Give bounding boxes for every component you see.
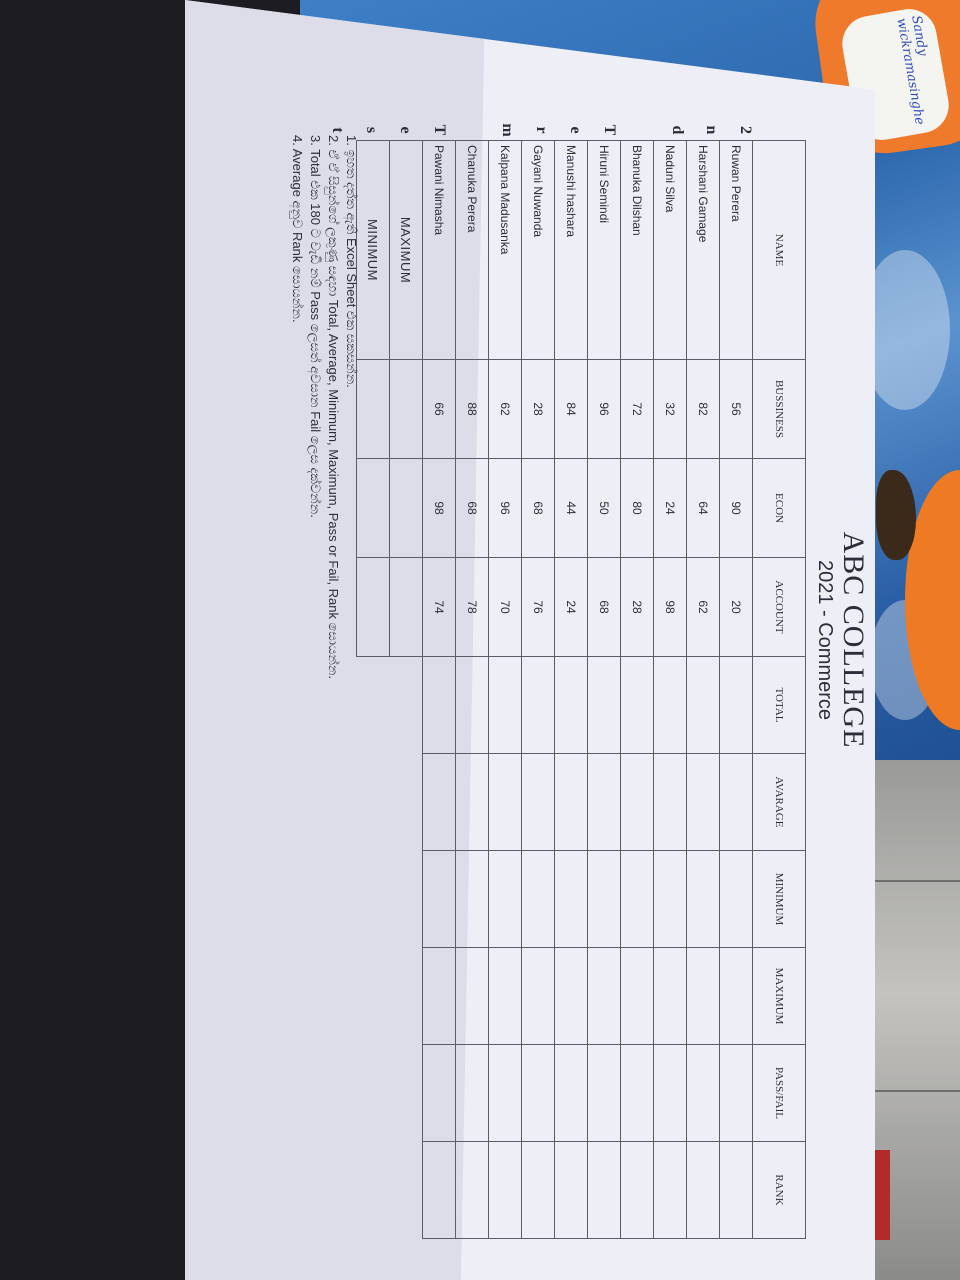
- account-mark: 74: [423, 558, 456, 657]
- empty-cell: [621, 657, 654, 754]
- account-mark: 20: [720, 558, 753, 657]
- side-label-letter: T: [431, 124, 448, 136]
- empty-cell: [456, 657, 489, 754]
- empty-cell: [489, 754, 522, 851]
- empty-cell: [687, 1045, 720, 1142]
- column-header: RANK: [753, 1142, 806, 1239]
- empty-cell: [522, 851, 555, 948]
- minimum-row: [357, 141, 390, 1239]
- empty-cell: [357, 459, 390, 558]
- econ-mark: 50: [588, 459, 621, 558]
- empty-cell: [654, 1045, 687, 1142]
- column-header: MINIMUM: [753, 851, 806, 948]
- empty-cell: [687, 657, 720, 754]
- empty-cell: [720, 948, 753, 1045]
- empty-cell: [555, 948, 588, 1045]
- empty-cell: [621, 851, 654, 948]
- student-name: Naduni Silva: [654, 141, 687, 360]
- empty-cell: [720, 754, 753, 851]
- side-label-letter: r: [533, 126, 550, 134]
- table-header-row: [753, 141, 806, 1239]
- instruction-item: 3. Total එක 180 ට වැඩි නම් Pass ලෙසත් අවසාන Fail ලෙස දක්වන්න.: [308, 135, 323, 518]
- student-name: Ruwan Perera: [720, 141, 753, 360]
- account-mark: 62: [687, 558, 720, 657]
- maximum-row: [390, 141, 423, 1239]
- student-name: Manushi hashara: [555, 141, 588, 360]
- empty-cell: [456, 851, 489, 948]
- side-label-letter: T: [601, 124, 618, 136]
- econ-mark: 98: [423, 459, 456, 558]
- empty-cell: [588, 851, 621, 948]
- business-mark: 88: [456, 360, 489, 459]
- empty-cell: [687, 851, 720, 948]
- empty-cell: [588, 1142, 621, 1239]
- empty-cell: [390, 360, 423, 459]
- table-row: [588, 141, 621, 1239]
- column-header: ECON: [753, 459, 806, 558]
- empty-cell: [522, 948, 555, 1045]
- empty-cell: [720, 1045, 753, 1142]
- side-label-letter: s: [363, 126, 380, 134]
- empty-cell: [522, 1142, 555, 1239]
- empty-cell: [687, 1142, 720, 1239]
- document-subtitle: 2021 - Commerce: [814, 559, 836, 721]
- business-mark: 82: [687, 360, 720, 459]
- student-name: Kalpana Madusanka: [489, 141, 522, 360]
- side-label-letter: e: [397, 126, 414, 134]
- empty-cell: [423, 657, 456, 754]
- account-mark: 78: [456, 558, 489, 657]
- empty-cell: [522, 657, 555, 754]
- table-row: [687, 141, 720, 1239]
- econ-mark: 24: [654, 459, 687, 558]
- econ-mark: 80: [621, 459, 654, 558]
- student-name: Hiruni Semindi: [588, 141, 621, 360]
- student-name: Harshani Gamage: [687, 141, 720, 360]
- empty-cell: [654, 657, 687, 754]
- maximum-label: MAXIMUM: [390, 141, 423, 360]
- empty-cell: [489, 948, 522, 1045]
- empty-cell: [654, 851, 687, 948]
- student-name: Chanuka Perera: [456, 141, 489, 360]
- econ-mark: 64: [687, 459, 720, 558]
- empty-cell: [357, 360, 390, 459]
- account-mark: 24: [555, 558, 588, 657]
- empty-cell: [687, 948, 720, 1045]
- side-label-letter: m: [499, 123, 516, 137]
- empty-cell: [423, 1045, 456, 1142]
- column-header: ACCOUNT: [753, 558, 806, 657]
- business-mark: 56: [720, 360, 753, 459]
- instruction-item: 2. ඒ ඒ සිසුන්ගේ ලකුණු සඳහා Total, Average, Minimum, Maximum, Pass or Fail, Rank සොයන්න.: [326, 135, 341, 680]
- empty-cell: [720, 851, 753, 948]
- side-label-letter: t: [329, 127, 346, 133]
- business-mark: 84: [555, 360, 588, 459]
- marks-table: [356, 140, 806, 1239]
- side-label-letter: 2: [737, 126, 754, 134]
- empty-cell: [423, 1142, 456, 1239]
- account-mark: 68: [588, 558, 621, 657]
- column-header: BUSSINESS: [753, 360, 806, 459]
- business-mark: 66: [423, 360, 456, 459]
- empty-cell: [456, 948, 489, 1045]
- table-row: [489, 141, 522, 1239]
- empty-cell: [423, 754, 456, 851]
- business-mark: 62: [489, 360, 522, 459]
- empty-cell: [456, 1142, 489, 1239]
- empty-cell: [489, 1045, 522, 1142]
- account-mark: 98: [654, 558, 687, 657]
- name-sticker: Sandy wickramasinghe: [838, 5, 953, 145]
- account-mark: 76: [522, 558, 555, 657]
- econ-mark: 44: [555, 459, 588, 558]
- empty-cell: [456, 1045, 489, 1142]
- side-label-letter: e: [567, 126, 584, 134]
- empty-cell: [621, 754, 654, 851]
- empty-cell: [687, 754, 720, 851]
- side-label-letter: n: [703, 125, 720, 135]
- empty-cell: [654, 754, 687, 851]
- table-row: [555, 141, 588, 1239]
- student-name: Gayani Nuwanda: [522, 141, 555, 360]
- instructions-list: [288, 135, 360, 679]
- empty-cell: [522, 1045, 555, 1142]
- empty-cell: [555, 657, 588, 754]
- empty-cell: [621, 1045, 654, 1142]
- empty-cell: [489, 657, 522, 754]
- table-row: [720, 141, 753, 1239]
- table-row: [423, 141, 456, 1239]
- business-mark: 72: [621, 360, 654, 459]
- empty-cell: [390, 558, 423, 657]
- empty-cell: [588, 1045, 621, 1142]
- column-header: AVARAGE: [753, 754, 806, 851]
- empty-cell: [621, 948, 654, 1045]
- empty-cell: [588, 948, 621, 1045]
- business-mark: 28: [522, 360, 555, 459]
- econ-mark: 68: [456, 459, 489, 558]
- empty-cell: [390, 459, 423, 558]
- side-label-letter: [456, 120, 490, 140]
- empty-cell: [423, 851, 456, 948]
- empty-cell: [555, 851, 588, 948]
- account-mark: 28: [621, 558, 654, 657]
- business-mark: 96: [588, 360, 621, 459]
- table-row: [456, 141, 489, 1239]
- table-row: [522, 141, 555, 1239]
- empty-cell: [654, 948, 687, 1045]
- empty-cell: [489, 851, 522, 948]
- student-name: Bhanuka Dilshan: [621, 141, 654, 360]
- table-row: [654, 141, 687, 1239]
- column-header: NAME: [753, 141, 806, 360]
- empty-cell: [489, 1142, 522, 1239]
- side-label: [320, 120, 762, 140]
- business-mark: 32: [654, 360, 687, 459]
- account-mark: 70: [489, 558, 522, 657]
- minimum-label: MINIMUM: [357, 141, 390, 360]
- empty-cell: [720, 657, 753, 754]
- empty-cell: [621, 1142, 654, 1239]
- instruction-item: 1. ඉහත දත්ත ඇති Excel Sheet එක සකසන්න.: [344, 135, 359, 388]
- document-page: [160, 0, 880, 1280]
- column-header: PASS/FAIL: [753, 1045, 806, 1142]
- empty-cell: [555, 754, 588, 851]
- econ-mark: 96: [489, 459, 522, 558]
- empty-cell: [555, 1045, 588, 1142]
- side-label-letter: d: [669, 125, 686, 135]
- empty-cell: [588, 657, 621, 754]
- column-header: TOTAL: [753, 657, 806, 754]
- empty-cell: [720, 1142, 753, 1239]
- empty-cell: [588, 754, 621, 851]
- empty-cell: [423, 948, 456, 1045]
- empty-cell: [654, 1142, 687, 1239]
- econ-mark: 90: [720, 459, 753, 558]
- document-title: ABC COLLEGE: [837, 531, 870, 749]
- econ-mark: 68: [522, 459, 555, 558]
- empty-cell: [456, 754, 489, 851]
- student-name: Pawani Nimasha: [423, 141, 456, 360]
- empty-cell: [522, 754, 555, 851]
- empty-cell: [357, 558, 390, 657]
- empty-cell: [555, 1142, 588, 1239]
- instruction-item: 4. Average අනුව Rank සොයන්න.: [290, 135, 305, 323]
- side-label-letter: [626, 120, 660, 140]
- column-header: MAXIMUM: [753, 948, 806, 1045]
- table-row: [621, 141, 654, 1239]
